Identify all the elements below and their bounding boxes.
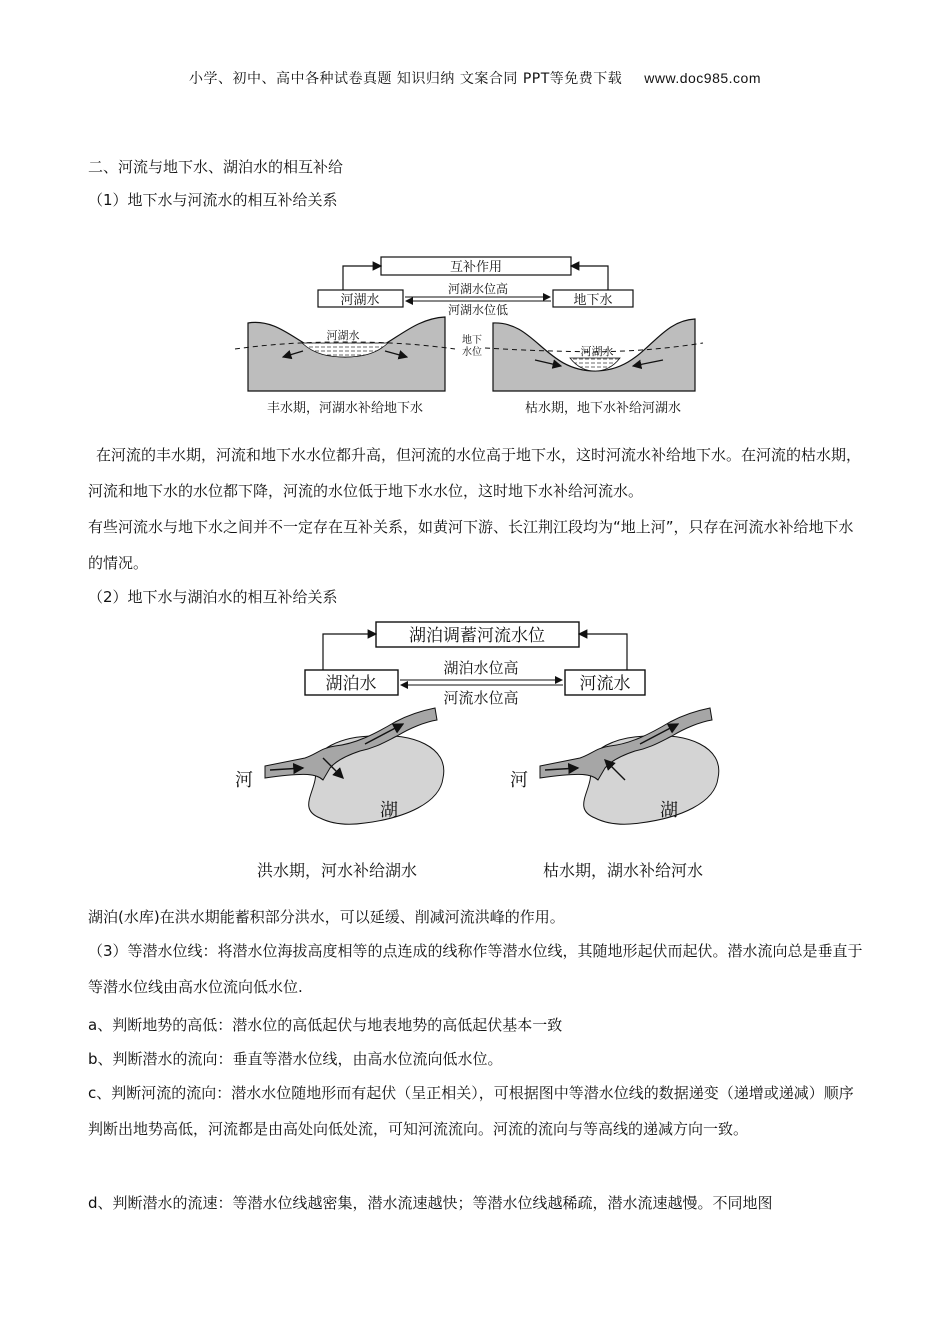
- page-header: [0, 68, 950, 88]
- caption-right-2: 枯水期，湖水补给河水: [542, 861, 704, 880]
- lake-label-right: 湖: [660, 800, 678, 821]
- connector-right-2: [579, 634, 627, 670]
- top-box-label: 互补作用: [449, 260, 503, 275]
- left-box-2-label: 湖泊水: [325, 674, 377, 694]
- connector-left-2: [323, 634, 376, 670]
- river-label-left: 河: [235, 770, 253, 791]
- diagram-lake-river: [225, 618, 745, 883]
- item-d: d、判断潜水的流速：等潜水位线越密集，潜水流速越快；等潜水位线越稀疏，潜水流速越慢。不同地图: [88, 1194, 773, 1212]
- groundwater-label-1: 地下: [462, 335, 482, 346]
- arrow-top-label: 河湖水位高: [447, 282, 509, 296]
- paragraph-2: 有些河流水与地下水之间并不一定存在互补关系，如黄河下游、长江荆江段均为“地上河”，只存在河流水补给地下水的情况。: [88, 518, 854, 572]
- header-text: 小学、初中、高中各种试卷真题 知识归纳 文案合同 PPT等免费下载: [188, 71, 623, 87]
- arrow-bottom-2-label: 河流水位高: [443, 689, 519, 707]
- lake-label-left: 湖: [380, 800, 398, 821]
- paragraph-4: （3）等潜水位线：将潜水位海拔高度相等的点连成的线称作等潜水位线，其随地形起伏而起伏。潜水流向总是垂直于等潜水位线由高水位流向低水位.: [88, 942, 863, 996]
- subsection-1-title: （1）地下水与河流水的相互补给关系: [88, 191, 338, 209]
- groundwater-label-2: 水位: [462, 347, 482, 358]
- paragraph-1: 在河流的丰水期，河流和地下水水位都升高，但河流的水位高于地下水，这时河流水补给地下水。在河流的枯水期，河流和地下水的水位都下降，河流的水位低于地下水水位，这时地下水补给河流水。: [88, 446, 862, 500]
- header-site: www.doc985.com: [644, 70, 761, 86]
- left-box-label: 河湖水: [340, 293, 380, 308]
- connector-right: [571, 266, 608, 290]
- caption-left-2: 洪水期，河水补给湖水: [256, 861, 418, 880]
- item-c: c、判断河流的流向：潜水水位随地形而有起伏（呈正相关），可根据图中等潜水位线的数据递变（递增或递减）顺序判断出地势高低，河流都是由高处向低处流，可知河流流向。河流的流向与等高线的递减方向一致。: [88, 1084, 854, 1138]
- right-box-label: 地下水: [573, 293, 613, 308]
- connector-left: [343, 266, 381, 290]
- arrow-top-2-label: 湖泊水位高: [443, 659, 519, 677]
- caption-right: 枯水期，地下水补给河湖水: [524, 401, 682, 416]
- right-water-label: 河湖水: [580, 345, 614, 358]
- right-box-2-label: 河流水: [579, 674, 631, 694]
- subsection-2-title: （2）地下水与湖泊水的相互补给关系: [88, 588, 338, 606]
- paragraph-3: 湖泊(水库)在洪水期能蓄积部分洪水，可以延缓、削减河流洪峰的作用。: [88, 908, 565, 926]
- top-box-2-label: 湖泊调蓄河流水位: [409, 626, 545, 646]
- diagram-river-groundwater: [225, 245, 730, 423]
- item-a: a、判断地势的高低：潜水位的高低起伏与地表地势的高低起伏基本一致: [88, 1016, 563, 1034]
- caption-left: 丰水期，河湖水补给地下水: [266, 401, 424, 416]
- river-label-right: 河: [510, 770, 528, 791]
- section-title: 二、河流与地下水、湖泊水的相互补给: [88, 158, 344, 176]
- item-b: b、判断潜水的流向：垂直等潜水位线，由高水位流向低水位。: [88, 1050, 503, 1068]
- arrow-bottom-label: 河湖水位低: [447, 303, 509, 317]
- left-water-label: 河湖水: [326, 329, 360, 342]
